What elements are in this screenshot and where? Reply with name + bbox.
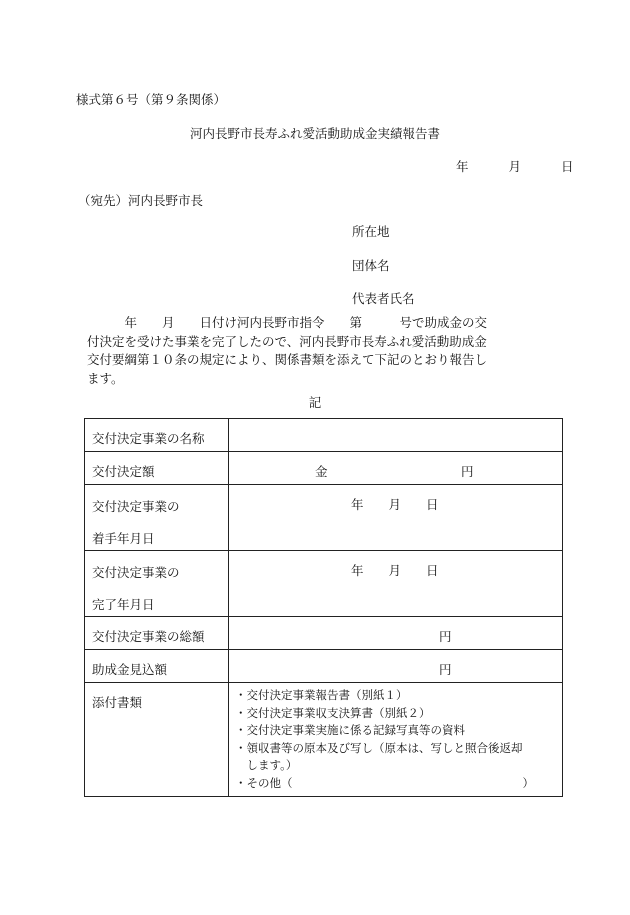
- table-row: [85, 485, 563, 551]
- table-row: [85, 419, 563, 452]
- body-paragraph: [87, 314, 557, 388]
- date-line: [456, 157, 573, 175]
- amount-prefix: 金: [315, 464, 328, 479]
- start-ymd: 年 月 日: [351, 497, 439, 512]
- date-month: 月: [508, 159, 521, 174]
- representative-label: 代表者氏名: [352, 291, 415, 306]
- end-ymd: 年 月 日: [351, 563, 439, 578]
- field-end-date[interactable]: [229, 551, 563, 617]
- attachment-list: [229, 683, 562, 796]
- date-day: 日: [560, 159, 574, 174]
- field-expected[interactable]: [229, 650, 563, 683]
- label-project-name: 交付決定事業の名称: [92, 431, 205, 446]
- body-line-2: 付決定を受けた事業を完了したので、河内長野市長寿ふれ愛活動助成金: [87, 333, 487, 349]
- total-yen: 円: [439, 629, 452, 644]
- body-line-4: ます。: [87, 370, 124, 386]
- field-start-date[interactable]: [229, 485, 563, 551]
- form-number: 様式第６号（第９条関係）: [76, 92, 227, 107]
- table-row: [85, 452, 563, 485]
- list-item: ・交付決定事業報告書（別紙１）: [235, 688, 408, 702]
- date-year: 年: [456, 159, 469, 174]
- label-attachments: 添付書類: [92, 695, 143, 710]
- body-line-1: 年 月 日付け河内長野市指令 第 号で助成金の交: [87, 315, 488, 330]
- expected-yen: 円: [439, 662, 452, 677]
- ki-heading: 記: [308, 395, 322, 410]
- addressee: （宛先）河内長野市長: [78, 193, 204, 208]
- label-expected: 助成金見込額: [92, 662, 168, 677]
- label-end-2: 完了年月日: [92, 597, 155, 612]
- field-total[interactable]: [229, 617, 563, 650]
- table-row: [85, 617, 563, 650]
- list-item: ・領収書等の原本及び写し（原本は、写しと照合後返却: [235, 740, 523, 755]
- label-start-1: 交付決定事業の: [92, 499, 180, 514]
- document-title: 河内長野市長寿ふれ愛活動助成金実績報告書: [189, 126, 440, 141]
- list-item: ・交付決定事業収支決算書（別紙２）: [235, 705, 431, 720]
- table-row: [85, 683, 563, 797]
- list-item: します。）: [235, 758, 298, 772]
- label-amount: 交付決定額: [92, 464, 155, 479]
- field-amount[interactable]: [229, 452, 563, 485]
- report-table: [84, 418, 563, 797]
- organization-label: 団体名: [352, 258, 390, 273]
- body-line-3: 交付要綱第１０条の規定により、関係書類を添えて下記のとおり報告し: [87, 352, 488, 367]
- label-end-1: 交付決定事業の: [92, 565, 180, 580]
- table-row: [85, 551, 563, 617]
- list-item: ・交付決定事業実施に係る記録写真等の資料: [235, 723, 465, 737]
- label-total: 交付決定事業の総額: [92, 629, 205, 644]
- table-row: [85, 650, 563, 683]
- field-attachments: [229, 683, 563, 797]
- address-label: 所在地: [352, 224, 390, 239]
- label-start-2: 着手年月日: [92, 531, 155, 546]
- field-project-name[interactable]: [229, 419, 563, 452]
- amount-yen: 円: [461, 464, 474, 479]
- list-item: ・その他（ ）: [235, 775, 534, 790]
